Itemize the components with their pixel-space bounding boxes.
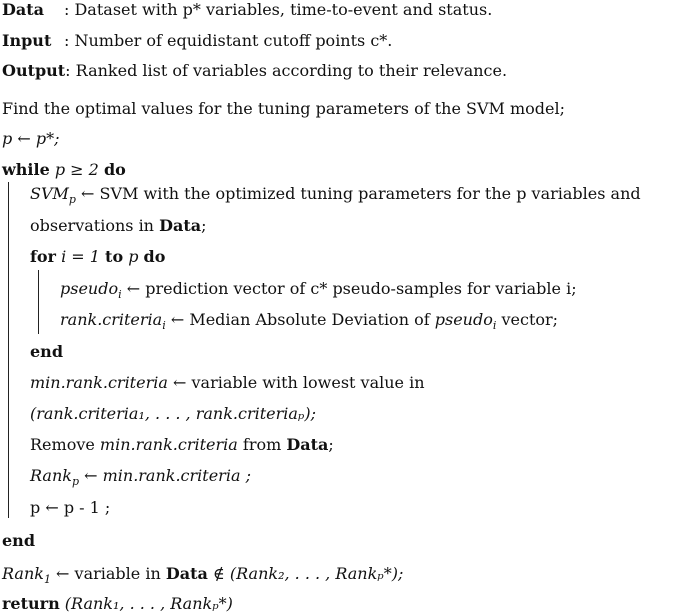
- rank1-mid: variable in: [74, 564, 161, 583]
- pseudo-sub: i: [118, 288, 122, 301]
- return-keyword: return: [2, 594, 60, 613]
- arrow-symbol: ←: [172, 373, 187, 392]
- rank1-sub: 1: [43, 573, 51, 586]
- svm-rhs: SVM with the optimized tuning parameters for the p variables and: [99, 184, 641, 203]
- rank-criteria-rhs-post: vector;: [501, 310, 559, 329]
- svm-cont-post: ;: [201, 216, 207, 235]
- return-value: (Rank₁, . . . , Rankₚ*): [64, 594, 233, 613]
- arrow-symbol: ←: [56, 564, 70, 583]
- input-line: [2, 31, 392, 51]
- rankp-lhs: Rank: [30, 466, 72, 485]
- input-label: Input: [2, 31, 52, 50]
- rank1-data: Data: [165, 564, 208, 583]
- pseudo-rhs: prediction vector of c* pseudo-samples for variable i;: [145, 279, 577, 298]
- arrow-symbol: ←: [84, 466, 98, 485]
- for-end: p: [128, 247, 139, 266]
- data-line: [2, 0, 492, 20]
- min-rank-lhs: min.rank.criteria: [30, 373, 168, 392]
- rank1-line: [2, 564, 403, 584]
- end-while-line: end: [2, 531, 35, 550]
- remove-data: Data: [286, 435, 329, 454]
- rank-criteria-rhs-sub: i: [492, 319, 497, 332]
- find-line: Find the optimal values for the tuning parameters of the SVM model;: [2, 99, 565, 118]
- output-line: [2, 61, 507, 81]
- arrow-symbol: ←: [17, 129, 31, 148]
- assign-p-line: [2, 129, 59, 149]
- rankp-sub: p: [71, 475, 79, 488]
- svm-cont-pre: observations in: [30, 216, 154, 235]
- svm-cont-line: [30, 216, 206, 236]
- input-text: : Number of equidistant cutoff points c*.: [64, 31, 393, 50]
- rank1-rhs: ∉ (Rank₂, . . . , Rankₚ*);: [212, 564, 404, 583]
- svm-sub: p: [68, 193, 76, 206]
- rank-criteria-lhs: rank.criteria: [60, 310, 163, 329]
- while-block-bar: [8, 182, 9, 518]
- output-text: : Ranked list of variables according to their relevance.: [65, 61, 508, 80]
- return-line: [2, 594, 233, 614]
- while-line: [2, 160, 126, 180]
- for-block-bar: [38, 270, 39, 334]
- remove-mid: from: [242, 435, 282, 454]
- min-rank-line: [30, 373, 425, 393]
- for-line: [30, 247, 165, 267]
- rank-criteria-sub: i: [162, 319, 166, 332]
- remove-line: [30, 435, 334, 455]
- rankp-line: [30, 466, 251, 486]
- rank1-lhs: Rank: [2, 564, 44, 583]
- pseudo-line: [60, 279, 577, 299]
- end-for-line: end: [30, 342, 63, 361]
- do-keyword: do: [103, 160, 126, 179]
- data-label: Data: [2, 0, 44, 19]
- output-label: Output: [2, 61, 66, 80]
- pseudo-lhs: pseudo: [60, 279, 119, 298]
- svm-line: [30, 184, 641, 204]
- svm-lhs: SVM: [30, 184, 69, 203]
- remove-pre: Remove: [30, 435, 95, 454]
- min-rank-cont-line: (rank.criteria₁, . . . , rank.criteriaₚ);: [30, 404, 316, 423]
- rank-criteria-rhs-pre: Median Absolute Deviation of: [189, 310, 430, 329]
- decrement-line: p ← p - 1 ;: [30, 498, 111, 517]
- svm-cont-data: Data: [159, 216, 202, 235]
- do-keyword: do: [143, 247, 166, 266]
- for-condition: i = 1: [61, 247, 100, 266]
- rank-criteria-rhs-pseudo: pseudo: [434, 310, 493, 329]
- arrow-symbol: ←: [170, 310, 185, 329]
- min-rank-rhs: variable with lowest value in: [191, 373, 425, 392]
- assign-p-lhs: p: [2, 129, 13, 148]
- to-keyword: to: [105, 247, 124, 266]
- while-condition: p ≥ 2: [54, 160, 99, 179]
- rankp-rhs: min.rank.criteria ;: [102, 466, 251, 485]
- assign-p-rhs: p*;: [35, 129, 60, 148]
- remove-post: ;: [328, 435, 334, 454]
- data-text: : Dataset with p* variables, time-to-event and status.: [64, 0, 493, 19]
- arrow-symbol: ←: [81, 184, 95, 203]
- while-keyword: while: [2, 160, 50, 179]
- arrow-symbol: ←: [126, 279, 141, 298]
- for-keyword: for: [30, 247, 56, 266]
- remove-var: min.rank.criteria: [99, 435, 238, 454]
- rank-criteria-line: [60, 310, 558, 330]
